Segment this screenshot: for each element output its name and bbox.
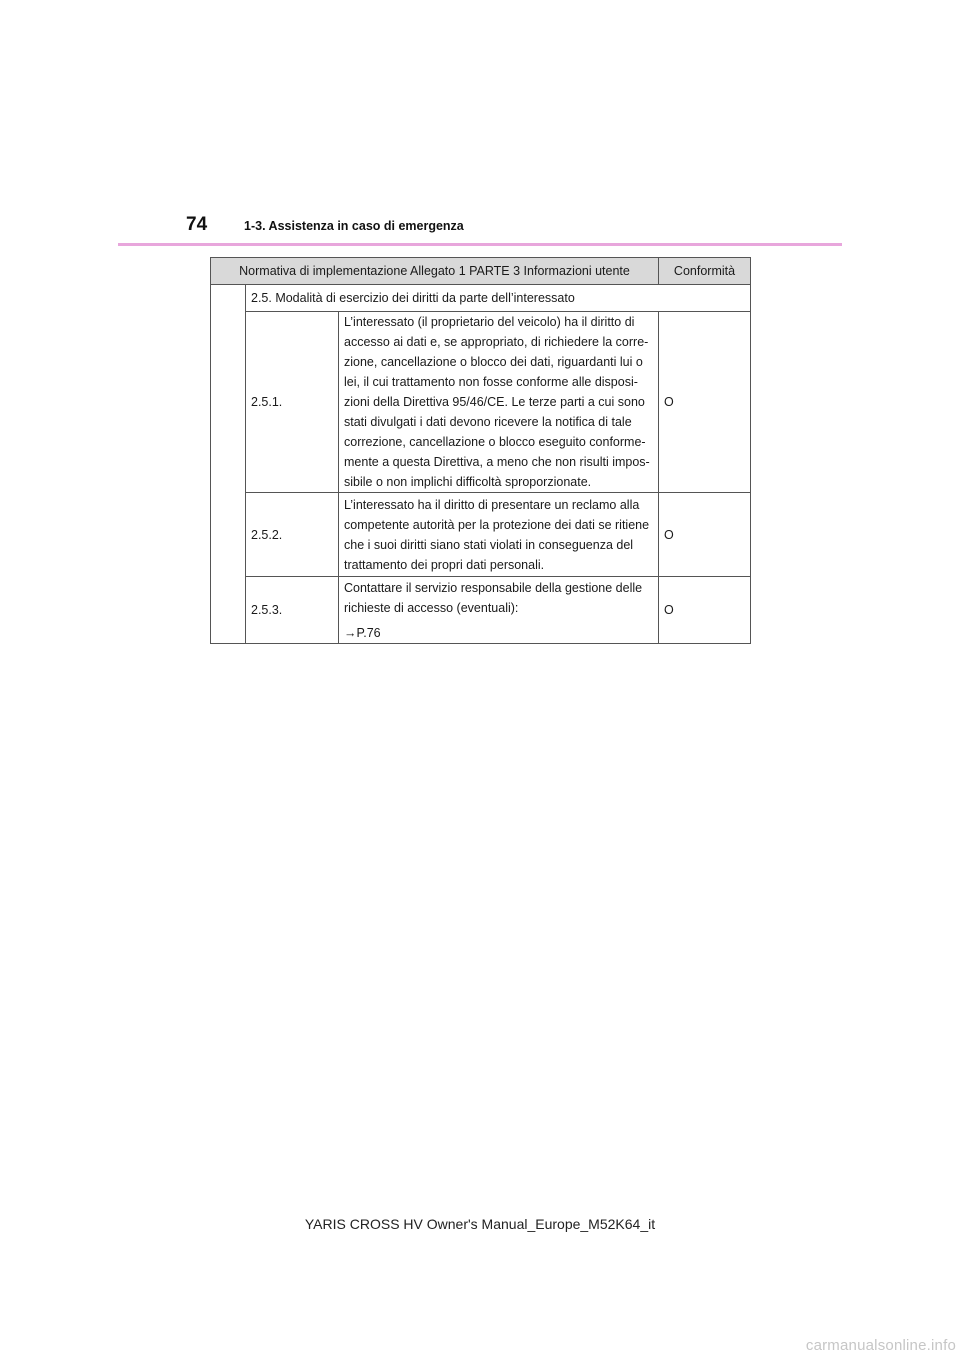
table-row: [211, 493, 751, 577]
page-number: 74: [186, 214, 208, 235]
section-title: 1-3. Assistenza in caso di emergenza: [244, 219, 464, 233]
row-number: 2.5.1.: [246, 312, 339, 493]
page-reference-link[interactable]: →P.76: [344, 625, 381, 640]
header-rule: [118, 243, 842, 246]
watermark: carmanualsonline.info: [805, 1337, 956, 1354]
table-header-row: [211, 258, 751, 285]
regulation-table: [210, 257, 751, 644]
footer-text: YARIS CROSS HV Owner's Manual_Europe_M52K64_it: [304, 1216, 656, 1232]
row-text: Contattare il servizio responsabile della gestione delle richieste di accesso (eventuali):: [344, 580, 643, 615]
row-text: L’interessato ha il diritto di presentare un reclamo alla competente autorità per la protezione dei dati se ritiene che i suoi diritti siano stati violati in conseguenza del trattamento dei propri dati personali.: [339, 493, 659, 577]
header-regulation: Normativa di implementazione Allegato 1 PARTE 3 Informazioni utente: [211, 258, 659, 285]
table-row: [211, 577, 751, 644]
table-subheading-row: [211, 285, 751, 312]
header-compliance: Conformità: [659, 258, 751, 285]
row-compliance: O: [659, 312, 751, 493]
row-text: L’interessato (il proprietario del veicolo) ha il diritto di accesso ai dati e, se appropriato, di richiedere la correzione, cancellazione o blocco dei dati, riguardanti lui o lei, il cui trattamento non fosse conforme alle disposizioni della Direttiva 95/46/CE. Le terze parti a cui sono stati divulgati i dati devono ricevere la notifica di tale correzione, cancellazione o blocco eseguito conformemente a questa Direttiva, a meno che non risulti impossibile o non implichi difficoltà sproporzionate.: [339, 312, 659, 493]
row-text-cell: [339, 577, 659, 644]
row-compliance: O: [659, 577, 751, 644]
subheading-cell: 2.5. Modalità di esercizio dei diritti da parte dell’interessato: [246, 285, 751, 312]
row-compliance: O: [659, 493, 751, 577]
table-row: [211, 312, 751, 493]
indent-cell: [211, 285, 246, 644]
row-number: 2.5.2.: [246, 493, 339, 577]
row-number: 2.5.3.: [246, 577, 339, 644]
